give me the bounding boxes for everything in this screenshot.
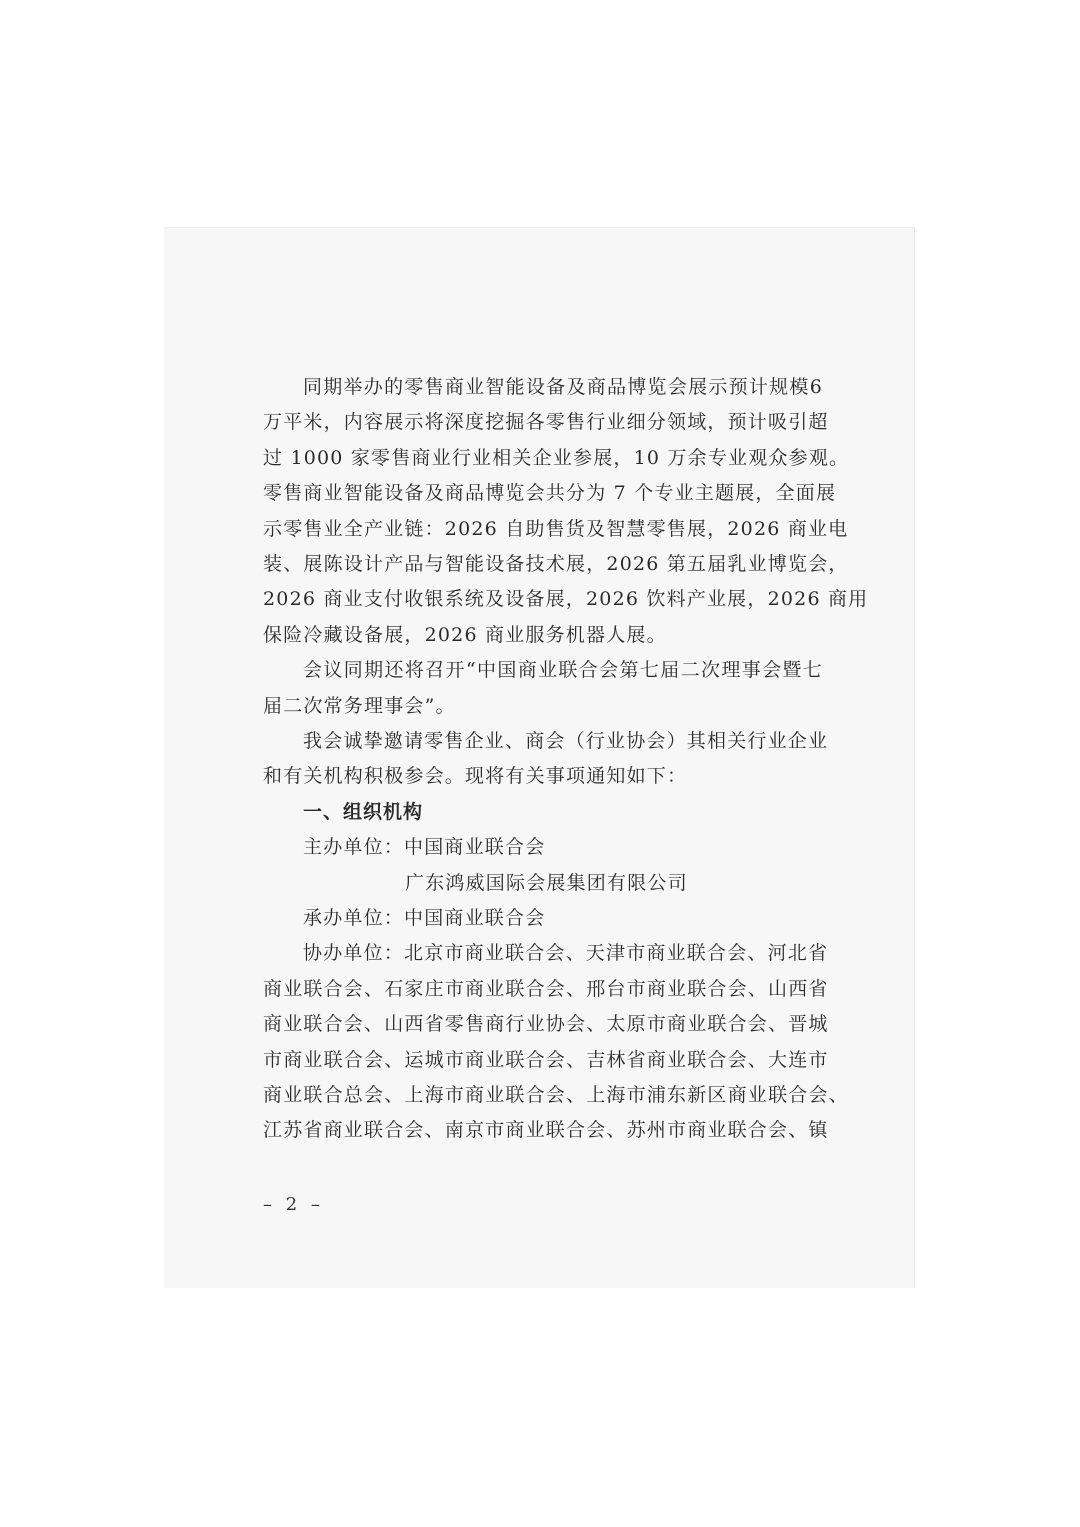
text-line: 商业联合会、山西省零售商行业协会、太原市商业联合会、晋城 (263, 1013, 829, 1036)
section-heading: 一、组织机构 (303, 800, 424, 823)
text-line: 商业联合会、石家庄市商业联合会、邢台市商业联合会、山西省 (263, 977, 829, 1000)
text-line: 同期举办的零售商业智能设备及商品博览会展示预计规模6 (303, 376, 823, 398)
text-line: 2026 商业支付收银系统及设备展，2026 饮料产业展，2026 商用 (263, 588, 869, 611)
text-line: 届二次常务理事会”。 (263, 694, 456, 717)
text-line: 会议同期还将召开“中国商业联合会第七届二次理事会暨七 (303, 659, 823, 682)
text-line: 我会诚挚邀请零售企业、商会（行业协会）其相关行业企业 (303, 730, 829, 752)
text-line: 协办单位：北京市商业联合会、天津市商业联合会、河北省 (303, 942, 829, 965)
text-line: 市商业联合会、运城市商业联合会、吉林省商业联合会、大连市 (263, 1048, 829, 1071)
text-line: 零售商业智能设备及商品博览会共分为 7 个专业主题展，全面展 (263, 482, 837, 505)
page-number: – 2 – (263, 1194, 324, 1215)
text-line: 和有关机构积极参会。现将有关事项通知如下： (263, 765, 688, 788)
text-line: 过 1000 家零售商业行业相关企业参展，10 万余专业观众参观。 (263, 446, 850, 469)
text-line: 万平米，内容展示将深度挖掘各零售行业细分领域，预计吸引超 (263, 411, 829, 434)
text-line: 承办单位：中国商业联合会 (303, 907, 546, 929)
text-line: 商业联合总会、上海市商业联合会、上海市浦东新区商业联合会、 (263, 1084, 849, 1106)
text-line: 广东鸿威国际会展集团有限公司 (405, 871, 688, 894)
text-line: 保险冷藏设备展，2026 商业服务机器人展。 (263, 623, 667, 646)
text-line: 江苏省商业联合会、南京市商业联合会、苏州市商业联合会、镇 (263, 1119, 829, 1142)
text-line: 装、展陈设计产品与智能设备技术展，2026 第五届乳业博览会， (263, 553, 849, 575)
text-line: 主办单位：中国商业联合会 (303, 836, 546, 859)
text-line: 示零售业全产业链：2026 自助售货及智慧零售展，2026 商业电 (263, 517, 849, 540)
